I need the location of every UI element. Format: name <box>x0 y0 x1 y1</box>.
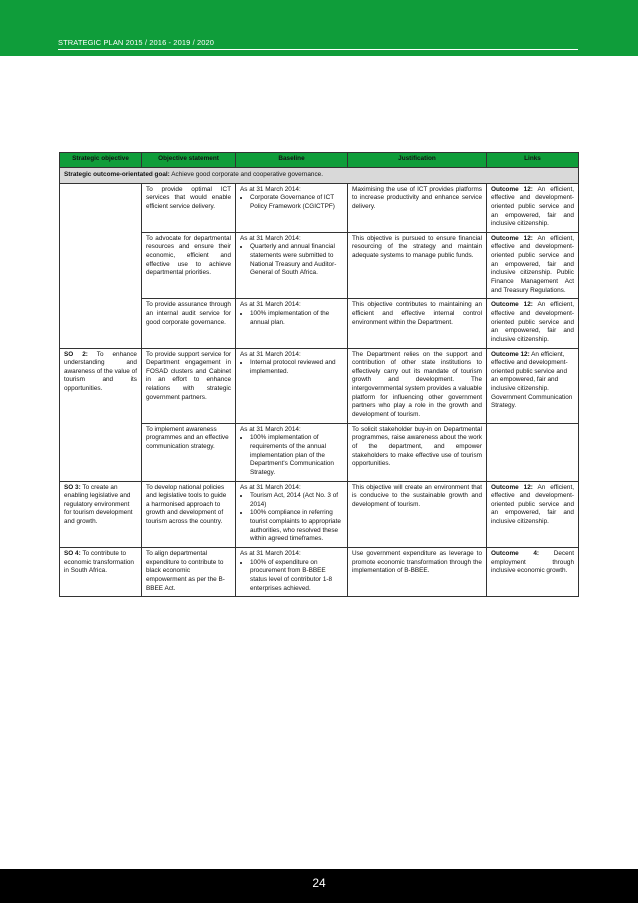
link-text: An efficient, effective and development-oriented public service and an empowered, fair and inclusive citizenship. Government Communication Strategy. <box>491 350 573 410</box>
table-row <box>60 348 579 423</box>
link-outcome: Outcome 12: <box>491 350 530 358</box>
baseline-list <box>240 559 343 594</box>
goal-text: Achieve good corporate and cooperative governance. <box>171 171 323 178</box>
links-cell <box>487 183 579 232</box>
strategic-objectives-table <box>59 152 579 597</box>
link-outcome: Outcome 12: <box>491 185 533 193</box>
page-header-title: STRATEGIC PLAN 2015 / 2016 - 2019 / 2020 <box>58 38 215 47</box>
justification-cell: This objective contributes to maintaining an efficient and effective internal control environment within the Department. <box>348 299 487 348</box>
baseline-cell <box>236 547 348 596</box>
links-cell <box>487 547 579 596</box>
link-text: An efficient, effective and development-oriented public service and an empowered, fair and inclusive citizenship. Public Finance Management Act and Treasury Regulations. <box>491 234 574 294</box>
justification-cell: To solicit stakeholder buy-in on Departmental programmes, raise awareness about the work of the department, and empower stakeholders to make effective use of tourism opportunities. <box>348 423 487 481</box>
baseline-head: As at 31 March 2014: <box>240 350 301 358</box>
baseline-head: As at 31 March 2014: <box>240 234 301 242</box>
column-header: Justification <box>348 153 487 168</box>
links-cell <box>487 481 579 547</box>
table-row <box>60 547 579 596</box>
statement-cell: To provide support service for Department engagement in FOSAD clusters and Cabinet in an effort to enhance relations with strategic government partners. <box>142 348 236 423</box>
statement-cell: To align departmental expenditure to contribute to black economic empowerment as per the B-BBEE Act. <box>142 547 236 596</box>
table-row <box>60 183 579 232</box>
header-band <box>0 0 638 56</box>
justification-cell: Use government expenditure as leverage to promote economic transformation through the implementation of B-BBEE. <box>348 547 487 596</box>
baseline-head: As at 31 March 2014: <box>240 425 301 433</box>
baseline-head: As at 31 March 2014: <box>240 483 301 491</box>
table-row <box>60 481 579 547</box>
column-header: Strategic objective <box>60 153 142 168</box>
link-text: Decent employment through inclusive economic growth. <box>491 549 574 575</box>
so-cell <box>60 547 142 596</box>
baseline-list <box>240 310 343 327</box>
statement-cell: To provide assurance through an internal audit service for good corporate governance. <box>142 299 236 348</box>
link-text: An efficient, effective and development-oriented public service and an empowered, fair and inclusive citizenship. <box>491 185 574 228</box>
goal-cell <box>60 168 579 184</box>
baseline-item: • 100% of expenditure on procurement from B-BBEE status level of contributor 1-8 enterprises achieved. <box>250 559 343 594</box>
baseline-item: • Corporate Governance of ICT Policy Framework (CGICTPF) <box>250 194 343 211</box>
statement-cell: To develop national policies and legislative tools to guide a harmonised approach to growth and development of tourism across the country. <box>142 481 236 547</box>
baseline-head: As at 31 March 2014: <box>240 185 301 193</box>
statement-cell: To implement awareness programmes and an effective communication strategy. <box>142 423 236 481</box>
so-text: To contribute to economic transformation in South Africa. <box>64 549 134 575</box>
statement-cell: To advocate for departmental resources and ensure their economic, efficient and effective use to achieve departmental priorities. <box>142 232 236 298</box>
so-cell <box>60 348 142 481</box>
column-header: Baseline <box>236 153 348 168</box>
so-text: To create an enabling legislative and regulatory environment for tourism development and growth. <box>64 483 133 526</box>
link-outcome: Outcome 12: <box>491 483 533 491</box>
baseline-cell <box>236 348 348 423</box>
link-outcome: Outcome 12: <box>491 234 533 242</box>
justification-cell: The Department relies on the support and contribution of other state institutions to effectively carry out its mandate of tourism growth and development. The intergovernmental system provides a valuable platform for influencing other government partners who play a role in the growth and development of tourism. <box>348 348 487 423</box>
baseline-item: • 100% compliance in referring tourist complaints to appropriate authorities, who resolved these within agreed timeframes. <box>250 509 343 544</box>
baseline-item: • 100% implementation of requirements of the annual implementation plan of the Department's Communication Strategy. <box>250 434 343 477</box>
so-label: SO 4: <box>64 549 81 557</box>
justification-cell: Maximising the use of ICT provides platforms to increase productivity and enhance service delivery. <box>348 183 487 232</box>
links-cell <box>487 299 579 348</box>
so-cell <box>60 481 142 547</box>
table-header-row <box>60 153 579 168</box>
baseline-list <box>240 194 343 211</box>
justification-cell: This objective will create an environment that is conducive to the sustainable growth and development of tourism. <box>348 481 487 547</box>
baseline-cell <box>236 481 348 547</box>
baseline-item: • Internal protocol reviewed and implemented. <box>250 359 343 376</box>
goal-label: Strategic outcome-orientated goal: <box>64 171 170 178</box>
statement-cell: To provide optimal ICT services that would enable efficient service delivery. <box>142 183 236 232</box>
baseline-list <box>240 359 343 376</box>
so-text: To enhance understanding and awareness of the value of tourism and its opportunities. <box>64 350 137 393</box>
link-outcome: Outcome 12: <box>491 301 533 309</box>
baseline-item: • Tourism Act, 2014 (Act No. 3 of 2014) <box>250 492 343 509</box>
page-number: 24 <box>312 876 326 890</box>
goal-row <box>60 168 579 184</box>
justification-cell: This objective is pursued to ensure financial resourcing of the strategy and maintain adequate systems to manage public funds. <box>348 232 487 298</box>
link-outcome: Outcome 4: <box>491 549 540 557</box>
baseline-cell <box>236 232 348 298</box>
column-header: Objective statement <box>142 153 236 168</box>
baseline-cell <box>236 423 348 481</box>
baseline-item: • 100% implementation of the annual plan. <box>250 310 343 327</box>
so-label: SO 3: <box>64 483 81 491</box>
so-cell <box>60 183 142 348</box>
baseline-cell <box>236 299 348 348</box>
links-cell <box>487 423 579 481</box>
baseline-head: As at 31 March 2014: <box>240 301 301 309</box>
header-divider <box>58 49 578 50</box>
link-text: An efficient, effective and development-oriented public service and an empowered, fair and inclusive citizenship. <box>491 483 574 526</box>
baseline-list <box>240 243 343 278</box>
links-cell <box>487 232 579 298</box>
baseline-head: As at 31 March 2014: <box>240 549 301 557</box>
baseline-list <box>240 492 343 544</box>
link-text: An efficient, effective and development-oriented public service and an empowered, fair and inclusive citizenship. <box>491 301 574 343</box>
baseline-cell <box>236 183 348 232</box>
column-header: Links <box>487 153 579 168</box>
so-label: SO 2: <box>64 350 88 358</box>
links-cell <box>487 348 579 423</box>
baseline-item: • Quarterly and annual financial statements were submitted to National Treasury and Auditor-General of South Africa. <box>250 243 343 278</box>
baseline-list <box>240 434 343 477</box>
